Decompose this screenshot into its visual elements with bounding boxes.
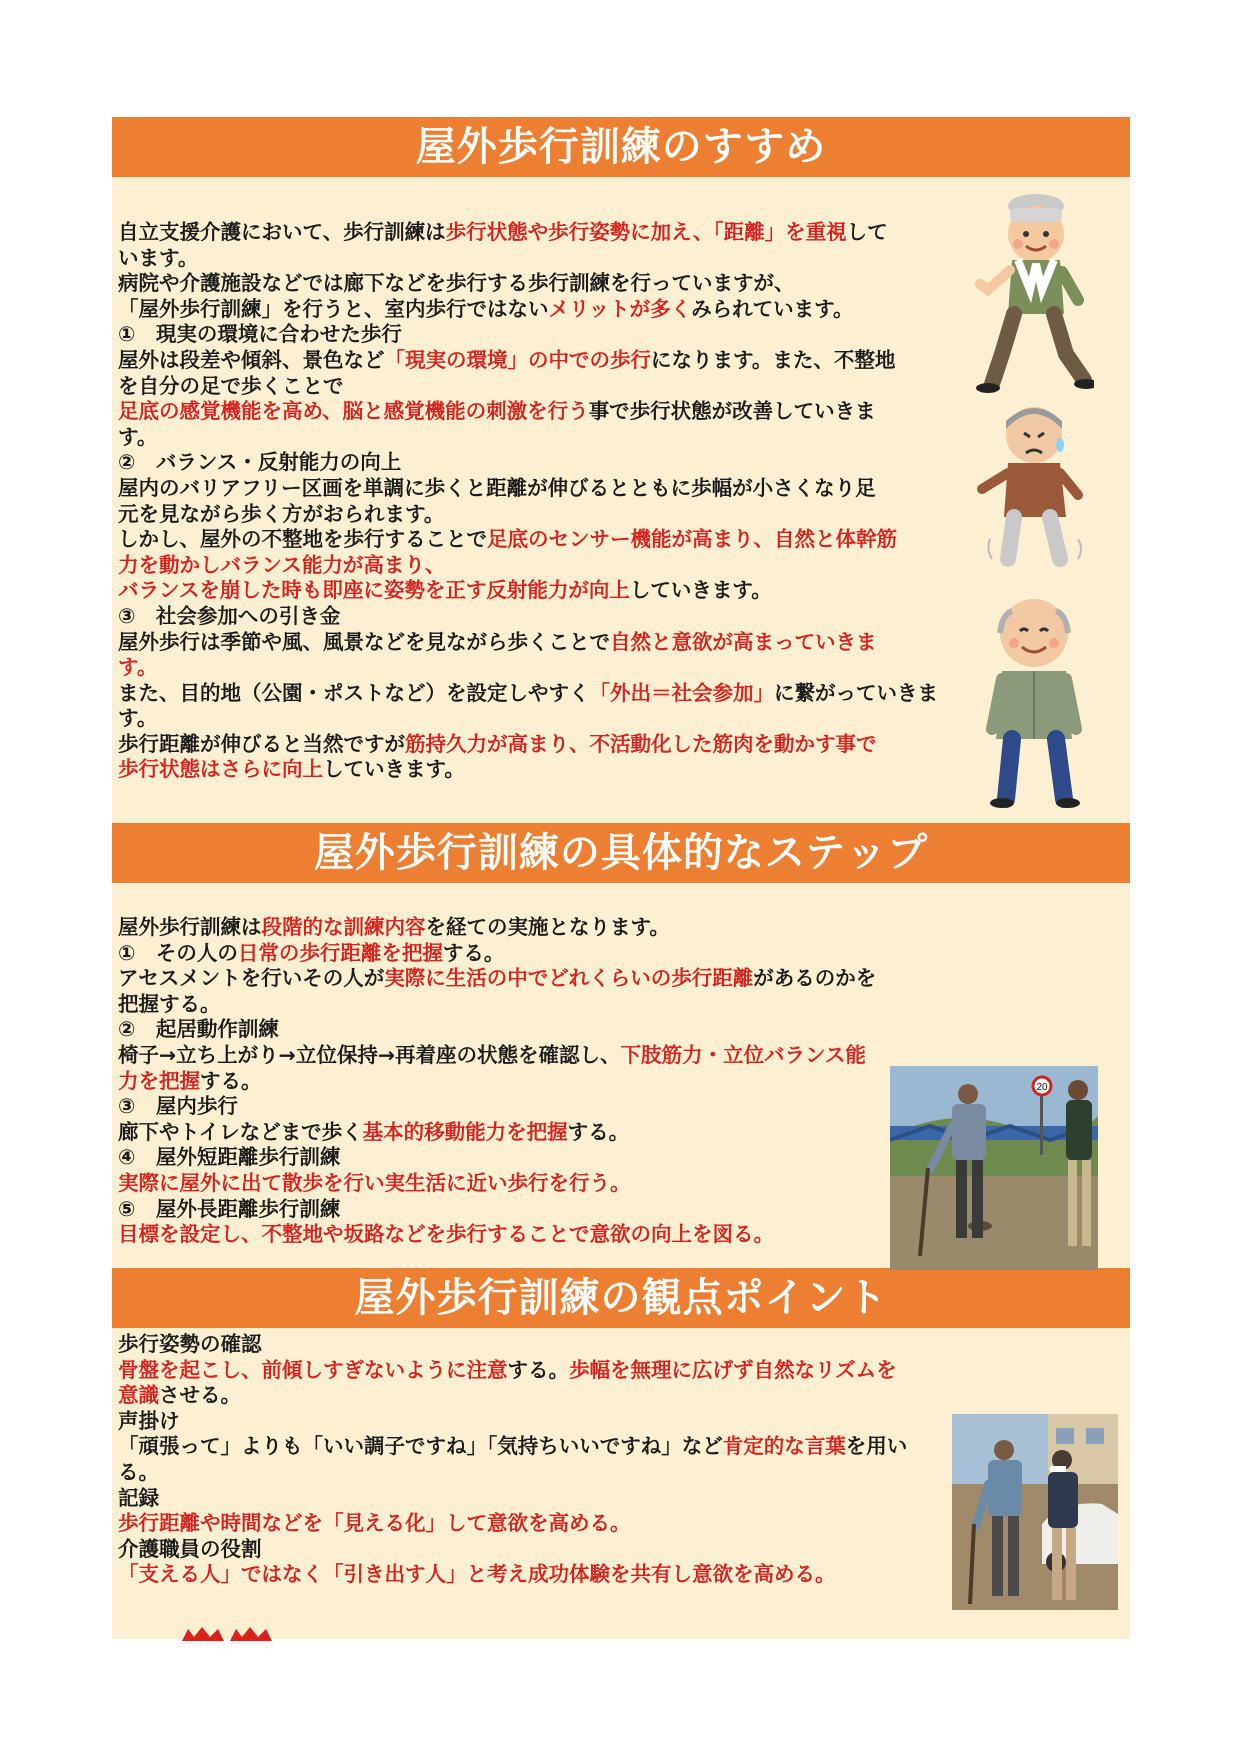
body-line: [118, 732, 938, 758]
highlight-text: 下肢筋力・立位バランス能: [620, 1042, 866, 1067]
body-line: [118, 527, 938, 553]
body-text: 「屋外歩行訓練」を行うと、室内歩行ではない: [118, 296, 549, 321]
body-text: 屋外歩行訓練は: [118, 915, 262, 939]
body-text: ② 起居動作訓練: [118, 1017, 279, 1042]
body-line: [118, 1145, 876, 1171]
highlight-text: 歩幅を無理に広げず自然なリズムを: [569, 1357, 897, 1382]
body-text: す。: [118, 706, 158, 731]
body-text: していきます。: [629, 578, 772, 603]
body-line: [118, 1197, 876, 1223]
body-text: 病院や介護施設などでは廊下などを歩行する歩行訓練を行っていますが、: [118, 271, 795, 296]
body-line: [118, 706, 938, 732]
body-text: す。: [118, 424, 158, 449]
body-line: [118, 374, 938, 400]
body-line: [118, 425, 938, 451]
highlight-text: 段階的な訓練内容: [261, 915, 426, 939]
body-line: [118, 1332, 907, 1358]
body-text: する。: [567, 1119, 630, 1144]
unsteady-elderly-man-illustration: [974, 399, 1094, 569]
body-text: させる。: [159, 1383, 241, 1408]
body-text: 椅子→立ち上がり→立位保持→再着座の状態を確認し、: [118, 1042, 621, 1067]
body-line: [118, 297, 938, 323]
body-text: しかし、屋外の不整地を歩行することで: [118, 527, 487, 552]
body-text: を用い: [845, 1434, 908, 1459]
body-line: [118, 655, 938, 681]
section-3-title: 屋外歩行訓練の観点ポイント: [112, 1268, 1130, 1328]
section-2-title: 屋外歩行訓練の具体的なステップ: [112, 823, 1130, 883]
body-text: ① その人の: [118, 940, 238, 965]
body-text: 介護職員の役割: [118, 1536, 262, 1561]
body-line: [118, 604, 938, 630]
section-1-body: [118, 220, 938, 783]
body-line: [118, 1537, 907, 1563]
body-text: ③ 社会参加への引き金: [118, 603, 341, 628]
body-text: る。: [118, 1459, 159, 1484]
body-text: 声掛け: [118, 1408, 180, 1433]
body-text: また、目的地（公園・ポストなど）を設定しやすく: [118, 680, 590, 705]
highlight-text: 「支える人」ではなく「引き出す人」と考え成功体験を共有し意欲を高める。: [118, 1562, 836, 1587]
body-text: に繋がっていきま: [774, 680, 938, 705]
body-line: [118, 578, 938, 604]
body-line: [118, 476, 938, 502]
highlight-text: 「現実の環境」の中での歩行: [384, 347, 651, 372]
body-line: [118, 1043, 876, 1069]
body-line: [118, 1094, 876, 1120]
body-text: して: [846, 220, 888, 244]
highlight-text: 歩行状態や歩行姿勢に加え、「距離」を重視: [445, 220, 847, 244]
body-text: 元を見ながら歩く方がおられます。: [118, 501, 445, 526]
body-text: 事で歩行状態が改善していきま: [588, 399, 876, 424]
body-line: [118, 757, 938, 783]
body-text: 歩行姿勢の確認: [118, 1332, 262, 1356]
body-text: になります。また、不整地: [651, 347, 896, 372]
body-text: アセスメントを行いその人が: [118, 966, 385, 991]
body-line: [118, 348, 938, 374]
highlight-text: 筋持久力が高まり、不活動化した筋肉を動かす事で: [405, 731, 877, 756]
highlight-text: 日常の歩行距離を把握: [237, 940, 443, 965]
body-text: ② バランス・反射能力の向上: [118, 450, 402, 475]
body-text: ⑤ 屋外長距離歩行訓練: [118, 1196, 341, 1221]
body-text: 屋外歩行は季節や風、風景などを見ながら歩くことで: [118, 629, 610, 654]
body-line: [118, 992, 876, 1018]
body-line: [118, 1562, 907, 1588]
body-text: があるのかを: [753, 966, 877, 991]
highlight-text: 足底の感覚機能を高め、脳と感覚機能の刺激を行う: [118, 399, 589, 424]
body-text: 自立支援介護において、歩行訓練は: [118, 220, 446, 244]
body-text: ③ 屋内歩行: [118, 1094, 238, 1119]
highlight-text: 実際に屋外に出て散歩を行い実生活に近い歩行を行う。: [118, 1170, 631, 1195]
highlight-text: 意識: [118, 1383, 159, 1408]
body-line: [118, 502, 938, 528]
body-line: [118, 1222, 876, 1248]
highlight-text: 肯定的な言葉: [722, 1434, 846, 1459]
body-text: 廊下やトイレなどまで歩く: [118, 1119, 363, 1144]
highlight-text: 歩行状態はさらに向上: [118, 757, 323, 782]
highlight-text: メリットが多く: [548, 296, 692, 321]
body-line: [118, 1511, 907, 1537]
body-line: [118, 915, 876, 941]
highlight-text: 力を把握: [118, 1068, 200, 1093]
svg-text:20: 20: [1036, 1082, 1048, 1093]
body-line: [118, 271, 938, 297]
outdoor-walking-photo: [890, 1066, 1098, 1270]
body-text: 把握する。: [118, 991, 221, 1016]
highlight-text: 歩行距離や時間などを「見える化」して意欲を高める。: [118, 1511, 631, 1536]
body-line: [118, 1409, 907, 1435]
body-text: 「頑張って」よりも「いい調子ですね」「気持ちいいですね」など: [118, 1434, 723, 1459]
body-text: する。: [507, 1357, 569, 1382]
caregiver-walking-photo: [952, 1414, 1118, 1610]
highlight-text: 力を動かしバランス能力が高まり、: [118, 552, 446, 577]
body-line: [118, 681, 938, 707]
flyer-panel: [112, 117, 1130, 1639]
body-line: [118, 220, 938, 246]
highlight-text: 自然と意欲が高まっていきま: [610, 629, 877, 654]
body-text: を自分の足で歩くことで: [118, 373, 344, 398]
highlight-text: 目標を設定し、不整地や坂路などを歩行することで意欲の向上を図る。: [118, 1222, 774, 1247]
body-line: [118, 966, 876, 992]
body-text: 記録: [118, 1485, 159, 1510]
body-text: していきます。: [323, 757, 465, 782]
section-2-body: [118, 915, 876, 1248]
body-line: [118, 1460, 907, 1486]
highlight-text: す。: [118, 655, 158, 680]
body-line: [118, 1383, 907, 1409]
body-text: する。: [442, 940, 505, 965]
highlight-text: 基本的移動能力を把握: [362, 1119, 568, 1144]
smiling-elderly-man-illustration: [972, 589, 1096, 809]
highlight-text: 「外出＝社会参加」: [589, 680, 774, 705]
highlight-text: 実際に生活の中でどれくらいの歩行距離: [384, 966, 754, 991]
body-text: ① 現実の環境に合わせた歩行: [118, 322, 402, 347]
body-text: います。: [118, 245, 199, 270]
crown-decoration-icon: [180, 1625, 290, 1641]
body-line: [118, 941, 876, 967]
body-line: [118, 1171, 876, 1197]
body-line: [118, 630, 938, 656]
body-text: 歩行距離が伸びると当然ですが: [118, 731, 405, 756]
section-1-title: 屋外歩行訓練のすすめ: [112, 117, 1130, 177]
highlight-text: 足底のセンサー機能が高まり、自然と体幹筋: [487, 527, 897, 552]
body-text: 屋外は段差や傾斜、景色など: [118, 347, 385, 372]
highlight-text: バランスを崩した時も即座に姿勢を正す反射能力が向上: [118, 578, 630, 603]
body-line: [118, 1358, 907, 1384]
body-line: [118, 399, 938, 425]
body-line: [118, 1069, 876, 1095]
body-line: [118, 1017, 876, 1043]
body-line: [118, 553, 938, 579]
section-3-body: [118, 1332, 907, 1588]
walking-elderly-man-illustration: [974, 194, 1094, 394]
body-line: [118, 1120, 876, 1146]
body-line: [118, 322, 938, 348]
body-line: [118, 450, 938, 476]
body-line: [118, 1434, 907, 1460]
body-text: する。: [200, 1068, 262, 1093]
highlight-text: 骨盤を起こし、前傾しすぎないように注意: [118, 1357, 508, 1382]
body-text: みられています。: [691, 296, 854, 321]
body-line: [118, 246, 938, 272]
body-text: ④ 屋外短距離歩行訓練: [118, 1145, 341, 1170]
body-line: [118, 1486, 907, 1512]
body-text: を経ての実施となります。: [425, 915, 670, 939]
body-text: 屋内のバリアフリー区画を単調に歩くと距離が伸びるとともに歩幅が小さくなり足: [118, 475, 876, 500]
